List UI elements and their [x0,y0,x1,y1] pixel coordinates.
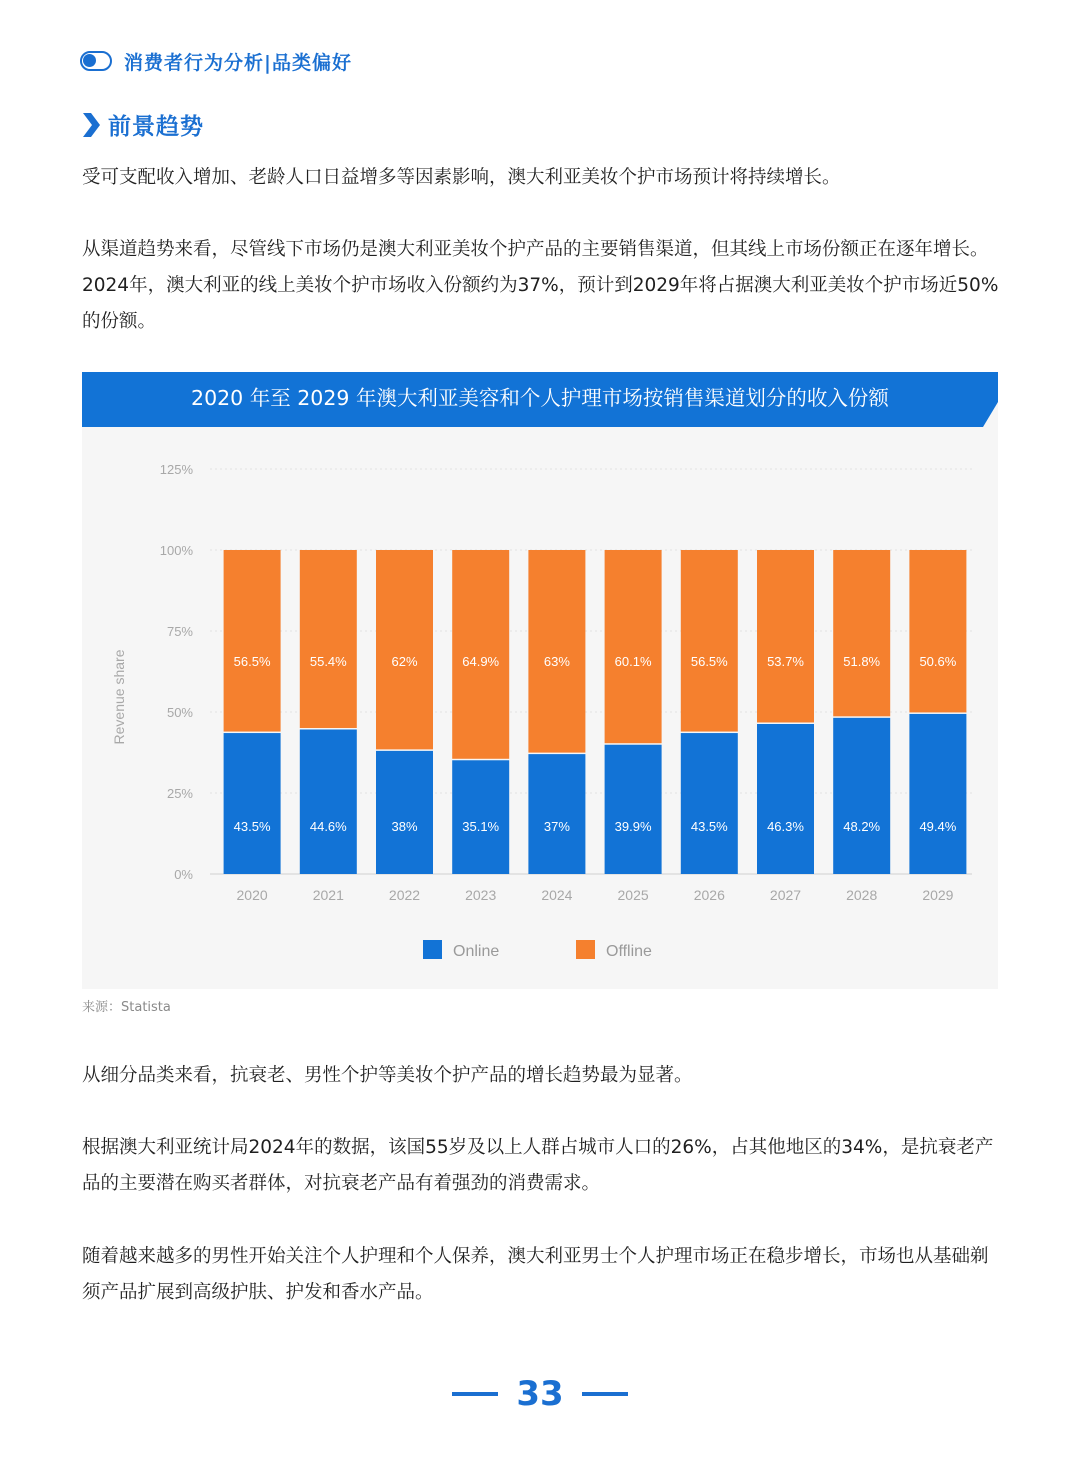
data-label-online: 49.4% [919,819,957,834]
bar-offline [605,550,662,743]
source-note: 来源：Statista [82,1000,171,1015]
bar-online [909,714,966,874]
bar-offline [376,550,433,749]
chart-title: 2020 年至 2029 年澳大利亚美容和个人护理市场按销售渠道划分的收入份额 [191,386,889,410]
x-tick-label: 2025 [617,887,649,903]
data-label-offline: 63% [543,654,570,669]
x-tick-label: 2024 [541,887,573,903]
x-tick-label: 2029 [922,887,954,903]
data-label-online: 39.9% [614,819,652,834]
bar-online [528,754,585,874]
y-tick-label: 50% [166,705,193,720]
x-tick-label: 2023 [465,887,497,903]
y-tick-label: 125% [159,462,193,477]
data-label-online: 35.1% [462,819,500,834]
data-label-offline: 50.6% [919,654,957,669]
bar-online [224,733,281,874]
data-label-online: 43.5% [233,819,271,834]
x-tick-label: 2022 [388,887,421,903]
legend-swatch [576,940,595,959]
paragraph-channel: 从渠道趋势来看，尽管线下市场仍是澳大利亚美妆个护产品的主要销售渠道，但其线上市场份额正在逐年增长。2024年，澳大利亚的线上美妆个护市场收入份额约为37%，预计到2029年将占据澳大利亚美妆个护市场近50%的份额。 [82,239,999,332]
legend-label: Online [453,943,500,960]
data-label-offline: 62% [391,654,418,669]
section-heading [80,108,204,141]
page-header [80,46,352,76]
bar-online [300,729,357,874]
data-label-online: 43.5% [690,819,728,834]
page-number [0,1374,1080,1414]
x-tick-label: 2021 [312,887,344,903]
x-tick-label: 2026 [693,887,725,903]
bar-online [376,751,433,874]
x-tick-label: 2028 [846,887,878,903]
page-number-text: 33 [516,1374,564,1414]
bar-online [833,718,890,874]
stacked-bar-chart [82,427,998,989]
data-label-online: 46.3% [767,819,804,834]
bar-online [757,724,814,874]
bar-offline [681,550,738,732]
bar-offline [300,550,357,728]
y-tick-label: 100% [159,543,193,558]
toggle-icon [80,51,112,71]
data-label-offline: 51.8% [843,654,881,669]
chevron-right-icon [80,112,102,138]
data-label-online: 37% [543,819,570,834]
x-tick-label: 2020 [236,887,268,903]
page-number-line-left [452,1392,498,1396]
data-label-online: 48.2% [843,819,881,834]
data-label-online: 44.6% [309,819,347,834]
data-label-offline: 64.9% [462,654,500,669]
paragraph-segment: 从细分品类来看，抗衰老、男性个护等美妆个护产品的增长趋势最为显著。 [82,1065,693,1086]
header-title: 消费者行为分析|品类偏好 [124,51,352,74]
data-label-offline: 56.5% [690,654,728,669]
data-label-online: 38% [391,819,418,834]
bar-online [681,733,738,874]
y-tick-label: 0% [174,867,193,882]
data-label-offline: 55.4% [309,654,347,669]
chart-container [82,372,998,989]
bar-online [452,760,509,874]
legend-label: Offline [606,943,652,960]
bar-offline [833,550,890,716]
data-label-offline: 56.5% [233,654,271,669]
bar-offline [224,550,281,732]
page-number-line-right [582,1392,628,1396]
bar-offline [909,550,966,712]
x-tick-label: 2027 [769,887,802,903]
data-label-offline: 60.1% [614,654,652,669]
bar-offline [757,550,814,722]
paragraph-intro: 受可支配收入增加、老龄人口日益增多等因素影响，澳大利亚美妆个护市场预计将持续增长。 [82,167,841,188]
bar-online [605,745,662,874]
bar-offline [528,550,585,753]
y-tick-label: 25% [166,786,193,801]
paragraph-aging: 根据澳大利亚统计局2024年的数据，该国55岁及以上人群占城市人口的26%，占其他地区的34%，是抗衰老产品的主要潜在购买者群体，对抗衰老产品有着强劲的消费需求。 [82,1137,994,1194]
paragraph-men: 随着越来越多的男性开始关注个人护理和个人保养，澳大利亚男士个人护理市场正在稳步增长，市场也从基础剃须产品扩展到高级护肤、护发和香水产品。 [82,1246,989,1303]
y-tick-label: 75% [166,624,193,639]
y-axis-label: Revenue share [111,649,127,745]
section-title: 前景趋势 [108,114,204,140]
data-label-offline: 53.7% [767,654,804,669]
legend-swatch [423,940,442,959]
